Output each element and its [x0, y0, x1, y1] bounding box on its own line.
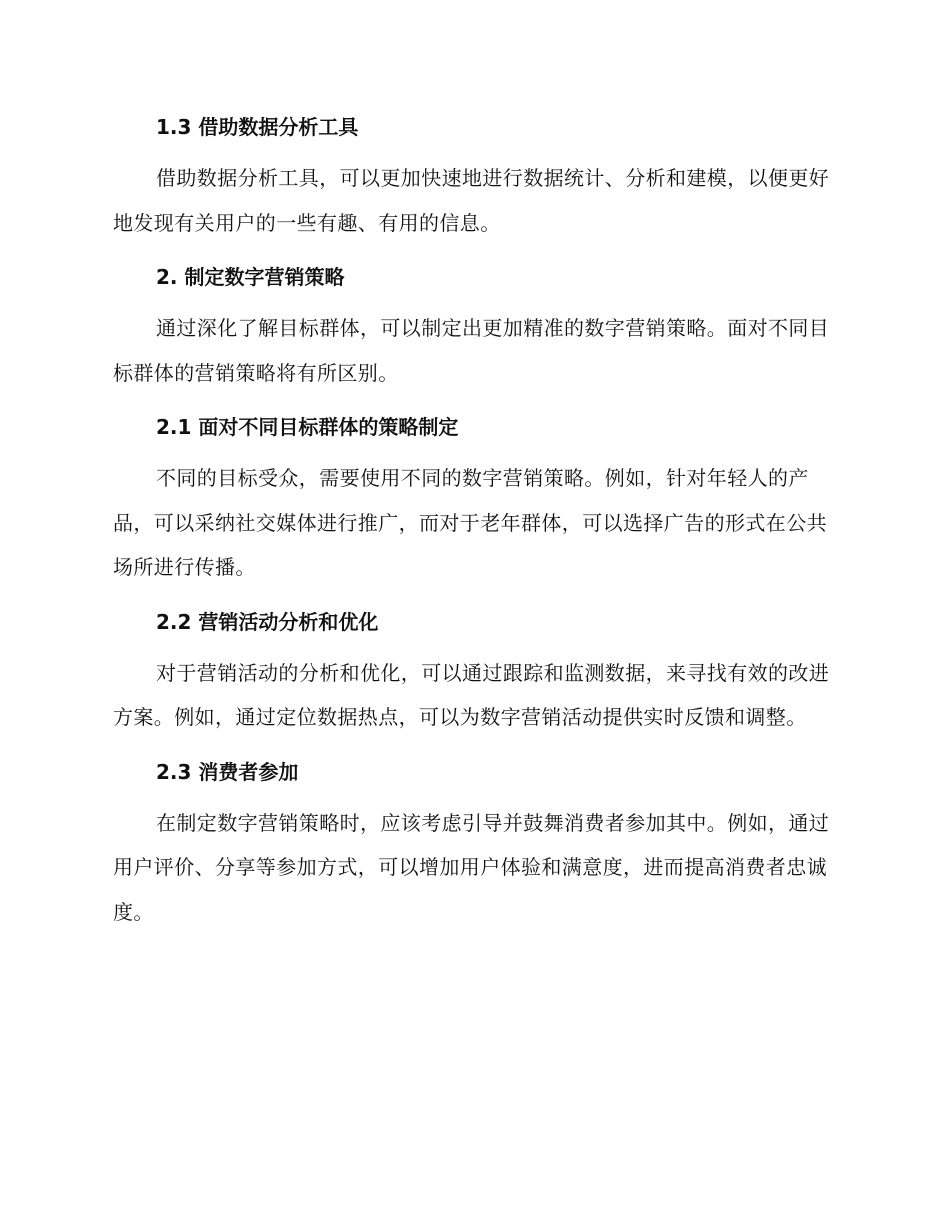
section-heading-2-3: 2.3 消费者参加 — [156, 759, 299, 784]
document-body — [113, 112, 833, 934]
section-paragraph-2: 通过深化了解目标群体，可以制定出更加精准的数字营销策略。面对不同目标群体的营销策略将有所区别。 — [113, 316, 830, 385]
section-heading-1-3: 1.3 借助数据分析工具 — [156, 115, 359, 139]
section-paragraph-2-2: 对于营销活动的分析和优化，可以通过跟踪和监测数据，来寻找有效的改进方案。例如，通过定位数据热点，可以为数字营销活动提供实时反馈和调整。 — [113, 660, 830, 729]
section-heading-2-2: 2.2 营销活动分析和优化 — [156, 609, 379, 634]
section-paragraph-2-3: 在制定数字营销策略时，应该考虑引导并鼓舞消费者参加其中。例如，通过用户评价、分享等参加方式，可以增加用户体验和满意度，进而提高消费者忠诚度。 — [113, 810, 830, 924]
section-paragraph-2-1: 不同的目标受众，需要使用不同的数字营销策略。例如，针对年轻人的产品，可以采纳社交媒体进行推广，而对于老年群体，可以选择广告的形式在公共场所进行传播。 — [113, 466, 827, 579]
section-paragraph-1-3: 借助数据分析工具，可以更加快速地进行数据统计、分析和建模，以便更好地发现有关用户的一些有趣、有用的信息。 — [113, 166, 830, 235]
section-heading-2-1: 2.1 面对不同目标群体的策略制定 — [156, 415, 459, 439]
section-heading-2: 2. 制定数字营销策略 — [156, 265, 345, 289]
